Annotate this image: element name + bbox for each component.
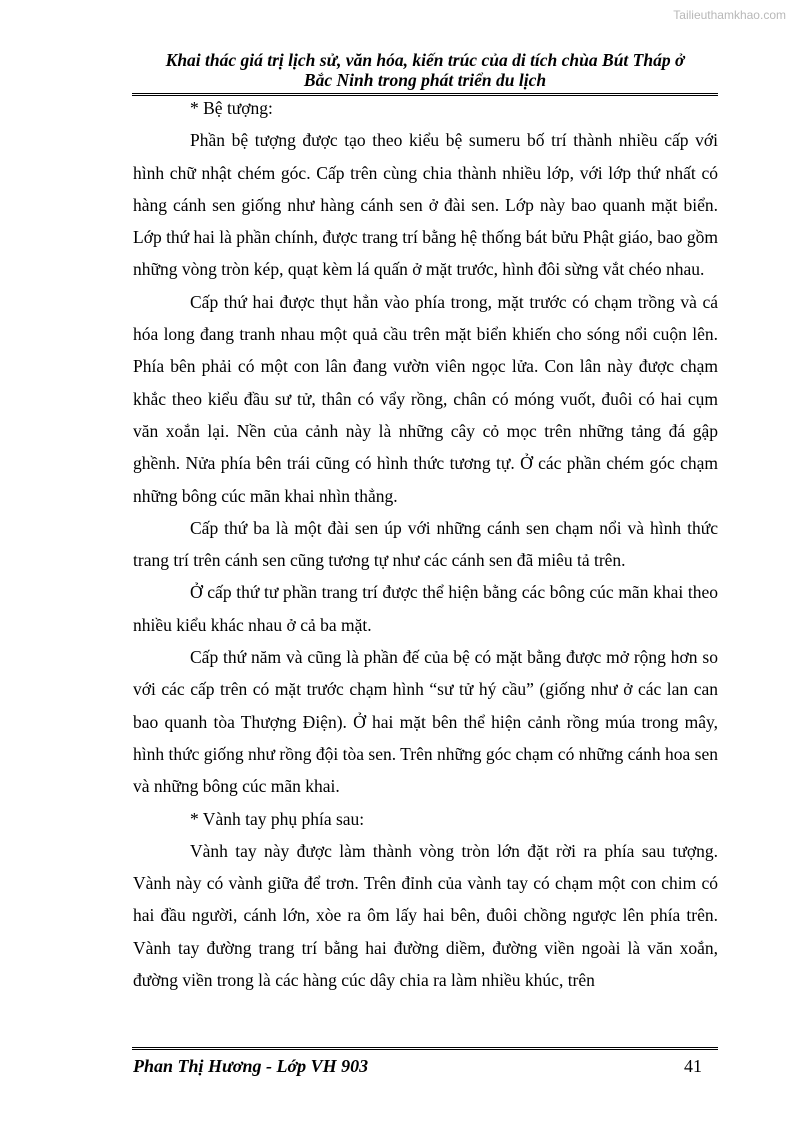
section-label-pedestal: * Bệ tượng: (190, 98, 273, 118)
paragraph: Ở cấp thứ tư phần trang trí được thể hiện bằng các bông cúc mãn khai theo nhiều kiểu khác nhau ở cả ba mặt. (133, 582, 718, 635)
footer-author: Phan Thị Hương - Lớp VH 903 (133, 1056, 369, 1076)
body-text (133, 92, 718, 996)
section-label-halo: * Vành tay phụ phía sau: (190, 808, 365, 829)
paragraph: Cấp thứ ba là một đài sen úp với những cánh sen chạm nổi và hình thức trang trí trên cánh sen cũng tương tự như các cánh sen đã miêu tả trên. (133, 517, 718, 571)
paragraph: Cấp thứ hai được thụt hẳn vào phía trong, mặt trước có chạm trồng và cá hóa long đang tranh nhau một quả cầu trên mặt biển khiến cho sóng nổi cuộn lên. Phía bên phải có một con lân đang vườn viên ngọc lửa. Con lân này được chạm khắc theo kiểu đầu sư tử, thân có vẩy rồng, chân có móng vuốt, đuôi có hai cụm văn xoắn lại. Nền của cảnh này là những cây cỏ mọc trên những tảng đá gập ghềnh. Nửa phía bên trái cũng có hình thức tương tự. Ở các phần chém góc chạm những bông cúc mãn khai nhìn thẳng. (133, 291, 718, 506)
paragraph: Vành tay này được làm thành vòng tròn lớn đặt rời ra phía sau tượng. Vành này có vành giữa để trơn. Trên đỉnh của vành tay có chạm một con chim có hai đầu người, cánh lớn, xòe ra ôm lấy hai bên, đuôi chồng ngược lên phía trên. Vành tay đường trang trí bằng hai đường diềm, đường viền ngoài là văn xoắn, đường viền trong là các hàng cúc dây chia ra làm nhiều khúc, trên (133, 840, 718, 991)
paragraph: Cấp thứ năm và cũng là phần đế của bệ có mặt bằng được mở rộng hơn so với các cấp trên có mặt trước chạm hình “sư tử hý cầu” (giống như ở các lan can bao quanh tòa Thượng Điện). Ở hai mặt bên thể hiện cảnh rồng múa trong mây, hình thức giống như rồng đội tòa sen. Trên những góc chạm có những cánh hoa sen và những bông cúc mãn khai. (133, 647, 718, 797)
page-number: 41 (684, 1056, 702, 1076)
header-line-2: Bắc Ninh trong phát triển du lịch (303, 70, 547, 90)
running-header (132, 50, 718, 90)
footer-rule (132, 1047, 718, 1050)
header-line-1: Khai thác giá trị lịch sử, văn hóa, kiến trúc của di tích chùa Bút Tháp ở (165, 50, 685, 70)
paragraph: Phần bệ tượng được tạo theo kiểu bệ sumeru bố trí thành nhiều cấp với hình chữ nhật chém góc. Cấp trên cùng chia thành nhiều lớp, với lớp thứ nhất có hàng cánh sen giống như hàng cánh sen ở đài sen. Lớp này bao quanh mặt biển. Lớp thứ hai là phần chính, được trang trí bằng hệ thống bát bửu Phật giáo, bao gồm những vòng tròn kép, quạt kèm lá quấn ở mặt trước, hình đôi sừng vắt chéo nhau. (133, 130, 718, 280)
watermark: Tailieuthamkhao.com (673, 8, 786, 22)
